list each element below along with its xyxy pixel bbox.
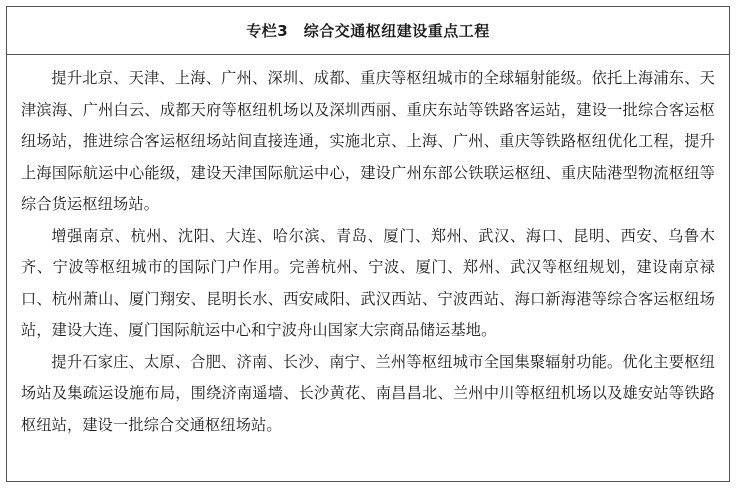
paragraph-international-gateways: 增强南京、杭州、沈阳、大连、哈尔滨、青岛、厦门、郑州、武汉、海口、昆明、西安、乌鲁木齐、宁波等枢纽城市的国际门户作用。完善杭州、宁波、厦门、郑州、武汉等枢纽规划，建设南京禄口、杭州萧山、厦门翔安、昆明长水、西安咸阳、武汉西站、宁波西站、海口新海港等综合客运枢纽场站，建设大连、厦门国际航运中心和宁波舟山国家大宗商品储运基地。 [21, 226, 715, 339]
feature-box [6, 6, 730, 482]
paragraph-national-hubs: 提升石家庄、太原、合肥、济南、长沙、南宁、兰州等枢纽城市全国集聚辐射功能。优化主要枢纽场站及集疏运设施布局，围绕济南遥墙、长沙黄花、南昌昌北、兰州中川等枢纽机场以及雄安站等铁路枢纽站，建设一批综合交通枢纽场站。 [21, 352, 715, 434]
paragraph-global-hubs: 提升北京、天津、上海、广州、深圳、成都、重庆等枢纽城市的全球辐射能级。依托上海浦东、天津滨海、广州白云、成都天府等枢纽机场以及深圳西丽、重庆东站等铁路客运站，建设一批综合客运枢纽场站，推进综合客运枢纽场站间直接连通，实施北京、上海、广州、重庆等铁路枢纽优化工程，提升上海国际航运中心能级，建设天津国际航运中心，建设广州东部公铁联运枢纽、重庆陆港型物流枢纽等综合货运枢纽场站。 [21, 69, 715, 213]
box-title: 专栏3 综合交通枢纽建设重点工程 [246, 22, 490, 40]
box-body [7, 55, 729, 441]
box-title-row [7, 7, 729, 55]
